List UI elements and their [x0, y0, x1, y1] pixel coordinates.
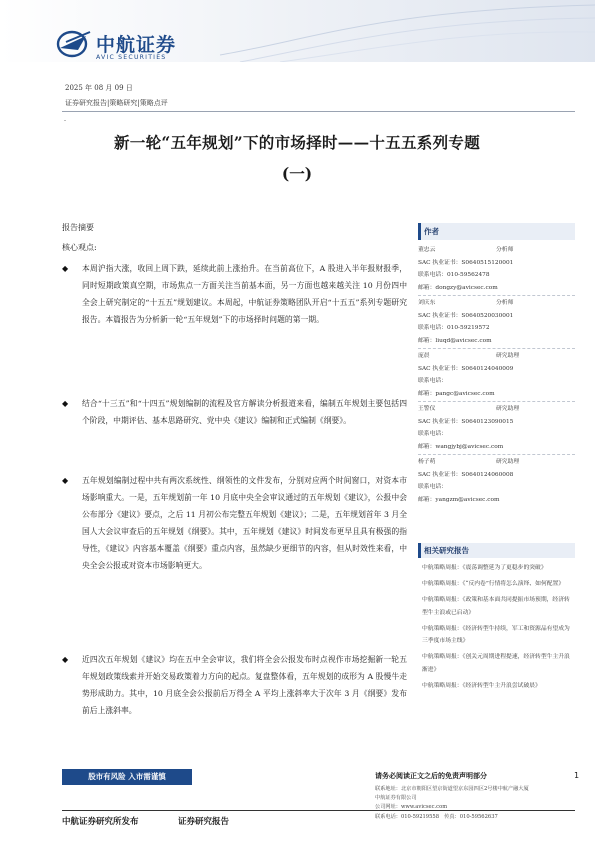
author-sac: SAC 执业证书：S0640123090015	[418, 418, 514, 425]
bullet-item	[62, 260, 407, 328]
risk-warning-badge: 股市有风险 入市需谨慎	[62, 769, 192, 785]
summary-label: 报告摘要	[62, 223, 94, 232]
related-report-link[interactable]: 中航策略周报：《震荡调整延为了更稳步的突破》	[422, 565, 547, 571]
author-name: 杨子萌	[418, 459, 436, 465]
author-email[interactable]: 邮箱：liuqd@avicsec.com	[418, 337, 492, 344]
author-role: 分析师	[496, 247, 514, 253]
related-report-link[interactable]: 中航策略周报：《创关元周期进程提速，经济转型牛主升浪渐进》	[422, 654, 570, 673]
author-sac: SAC 执业证书：S0640124060008	[418, 471, 514, 478]
author-email[interactable]: 邮箱：pangc@avicsec.com	[418, 390, 495, 397]
author-card	[418, 244, 575, 296]
diamond-bullet-icon: ◆	[62, 264, 69, 273]
report-type-label: 证券研究报告	[178, 817, 230, 827]
author-role: 分析师	[496, 300, 514, 306]
author-sidebar	[418, 223, 575, 506]
related-reports-heading: 相关研究报告	[418, 543, 575, 558]
author-phone: 联系电话：	[418, 378, 447, 384]
diamond-bullet-icon: ◆	[62, 655, 69, 664]
author-card	[418, 456, 575, 506]
authors-heading: 作者	[418, 223, 575, 240]
disclaimer-text: 请务必阅读正文之后的免责声明部分	[375, 771, 487, 780]
related-report-link[interactable]: 中航策略周报：《经济转型牛持续，军工和资源品有望成为三季度市场主线》	[422, 625, 570, 644]
divider	[418, 401, 575, 402]
author-role: 研究助理	[496, 353, 520, 359]
author-phone: 联系电话：	[418, 431, 447, 437]
author-email[interactable]: 邮箱：dongzy@avicsec.com	[418, 284, 498, 291]
bullet-text: 本周沪指大涨，收回上周下跌，延续此前上涨抬升。在当前高位下，A 股进入半年报财报季，同时短期政策真空期，市场焦点一方面关注当前基本面，另一方面也越来越关注 10 月份四中全会上研究制定的“十五五”规划建议。本周起，中航证券策略团队开启“十五五”系列专题研究报告。本篇报告为分析新一轮“五年规划”下的市场择时问题的第一期。	[82, 264, 407, 324]
bullet-text: 结合“十三五”和“十四五”规划编制的流程及官方解读分析报道来看，编制五年规划主要包括四个阶段，中期评估、基本思路研究、党中央《建议》编制和正式编制《纲要》。	[82, 399, 407, 425]
contact-address: 联系地址：北京市朝阳区望京街道望京东园四区2号楼中航产融大厦	[375, 786, 529, 792]
related-report-link[interactable]: 中航策略周报：《经济转型牛主升浪尝试破晨》	[422, 682, 541, 689]
divider	[418, 295, 575, 296]
divider	[418, 348, 575, 349]
author-email[interactable]: 邮箱：wangjybj@avicsec.com	[418, 443, 504, 450]
author-sac: SAC 执业证书：S0640515120001	[418, 259, 514, 266]
contact-company: 中航证券有限公司	[375, 795, 417, 802]
author-name: 王警仪	[418, 406, 436, 412]
author-card	[418, 297, 575, 349]
bullet-text: 近四次五年规划《建议》均在五中全会审议，我们将全会公报发布时点视作市场挖掘新一轮五年规划政策线索并开始交易政策着力方向的起点。复盘整体看，五年规划的成形为 A 股慢牛走势形成助力。其中，10 月底全会公报前后万得全 A 平均上涨斜率大于次年 3 月《纲要》发布前后上涨斜率。	[82, 655, 407, 715]
author-phone: 联系电话：010-59562478	[418, 272, 490, 278]
author-name: 董忠云	[418, 247, 436, 253]
report-date: 2025 年 08 月 09 日	[65, 84, 133, 92]
tick-mark: -	[64, 117, 67, 124]
author-name: 刘庆东	[418, 300, 436, 306]
logo-en-text: AVIC SECURITIES	[96, 54, 167, 61]
avic-logo-icon	[56, 28, 92, 58]
report-subtitle: (一)	[281, 164, 313, 183]
core-label: 核心观点:	[62, 243, 97, 252]
report-category: 证券研究报告|策略研究|策略点评	[65, 99, 168, 107]
bullet-item	[62, 395, 407, 429]
author-phone: 联系电话：	[418, 484, 447, 490]
contact-info	[375, 785, 529, 822]
bullet-item	[62, 472, 407, 574]
diamond-bullet-icon: ◆	[62, 399, 69, 408]
author-sac: SAC 执业证书：S0640124040009	[418, 365, 514, 372]
bullet-text: 五年规划编制过程中共有两次系统性、纲领性的文件发布，分别对应两个时间窗口，对资本市场影响重大。一是，五年规划前一年 10 月底中央全会审议通过的五年规划《建议》，公报中会公布部分《建议》要点，之后 11 月初公布完整五年规划《建议》；二是，五年规划首年 3 月全国人大会议审查后的五年规划《纲要》。其中，五年规划《建议》时间发布更早且具有极强的指导性，《建议》内容基本覆盖《纲要》重点内容，虽然缺少更细节的内容，但从时效性来看，中央全会公报或对资本市场影响更大。	[82, 476, 407, 570]
publisher-label: 中航证券研究所发布	[62, 817, 139, 827]
author-card	[418, 350, 575, 402]
author-email[interactable]: 邮箱：yangzm@avicsec.com	[418, 496, 500, 503]
related-report-link[interactable]: 中航策略周报：《“反内卷”行情将怎么演绎、如何配置》	[422, 581, 565, 587]
related-reports-list	[422, 562, 575, 696]
logo-cn-text: 中航证券	[96, 34, 177, 56]
divider	[62, 810, 575, 811]
divider	[62, 111, 575, 112]
author-phone: 联系电话：010-59219572	[418, 325, 490, 331]
diamond-bullet-icon: ◆	[62, 476, 69, 485]
related-report-link[interactable]: 中航策略周报：《政策和基本面共同提振市场预期，经济转型牛主浪或已启动》	[422, 597, 570, 616]
divider	[418, 454, 575, 455]
bullet-item	[62, 651, 407, 719]
report-title: 新一轮“五年规划”下的市场择时——十五五系列专题	[113, 133, 481, 152]
header-decoration	[220, 0, 595, 62]
author-role: 研究助理	[496, 459, 520, 465]
author-card	[418, 403, 575, 455]
author-role: 研究助理	[496, 406, 520, 412]
company-logo	[56, 28, 196, 64]
author-sac: SAC 执业证书：S0640520030001	[418, 312, 514, 319]
contact-website[interactable]: 公司网址：www.avicsec.com	[375, 804, 448, 811]
contact-phone: 联系电话：010-59219558 传真：010-59562637	[375, 813, 498, 820]
author-name: 庞晨	[418, 353, 430, 359]
page-number: 1	[574, 771, 580, 780]
